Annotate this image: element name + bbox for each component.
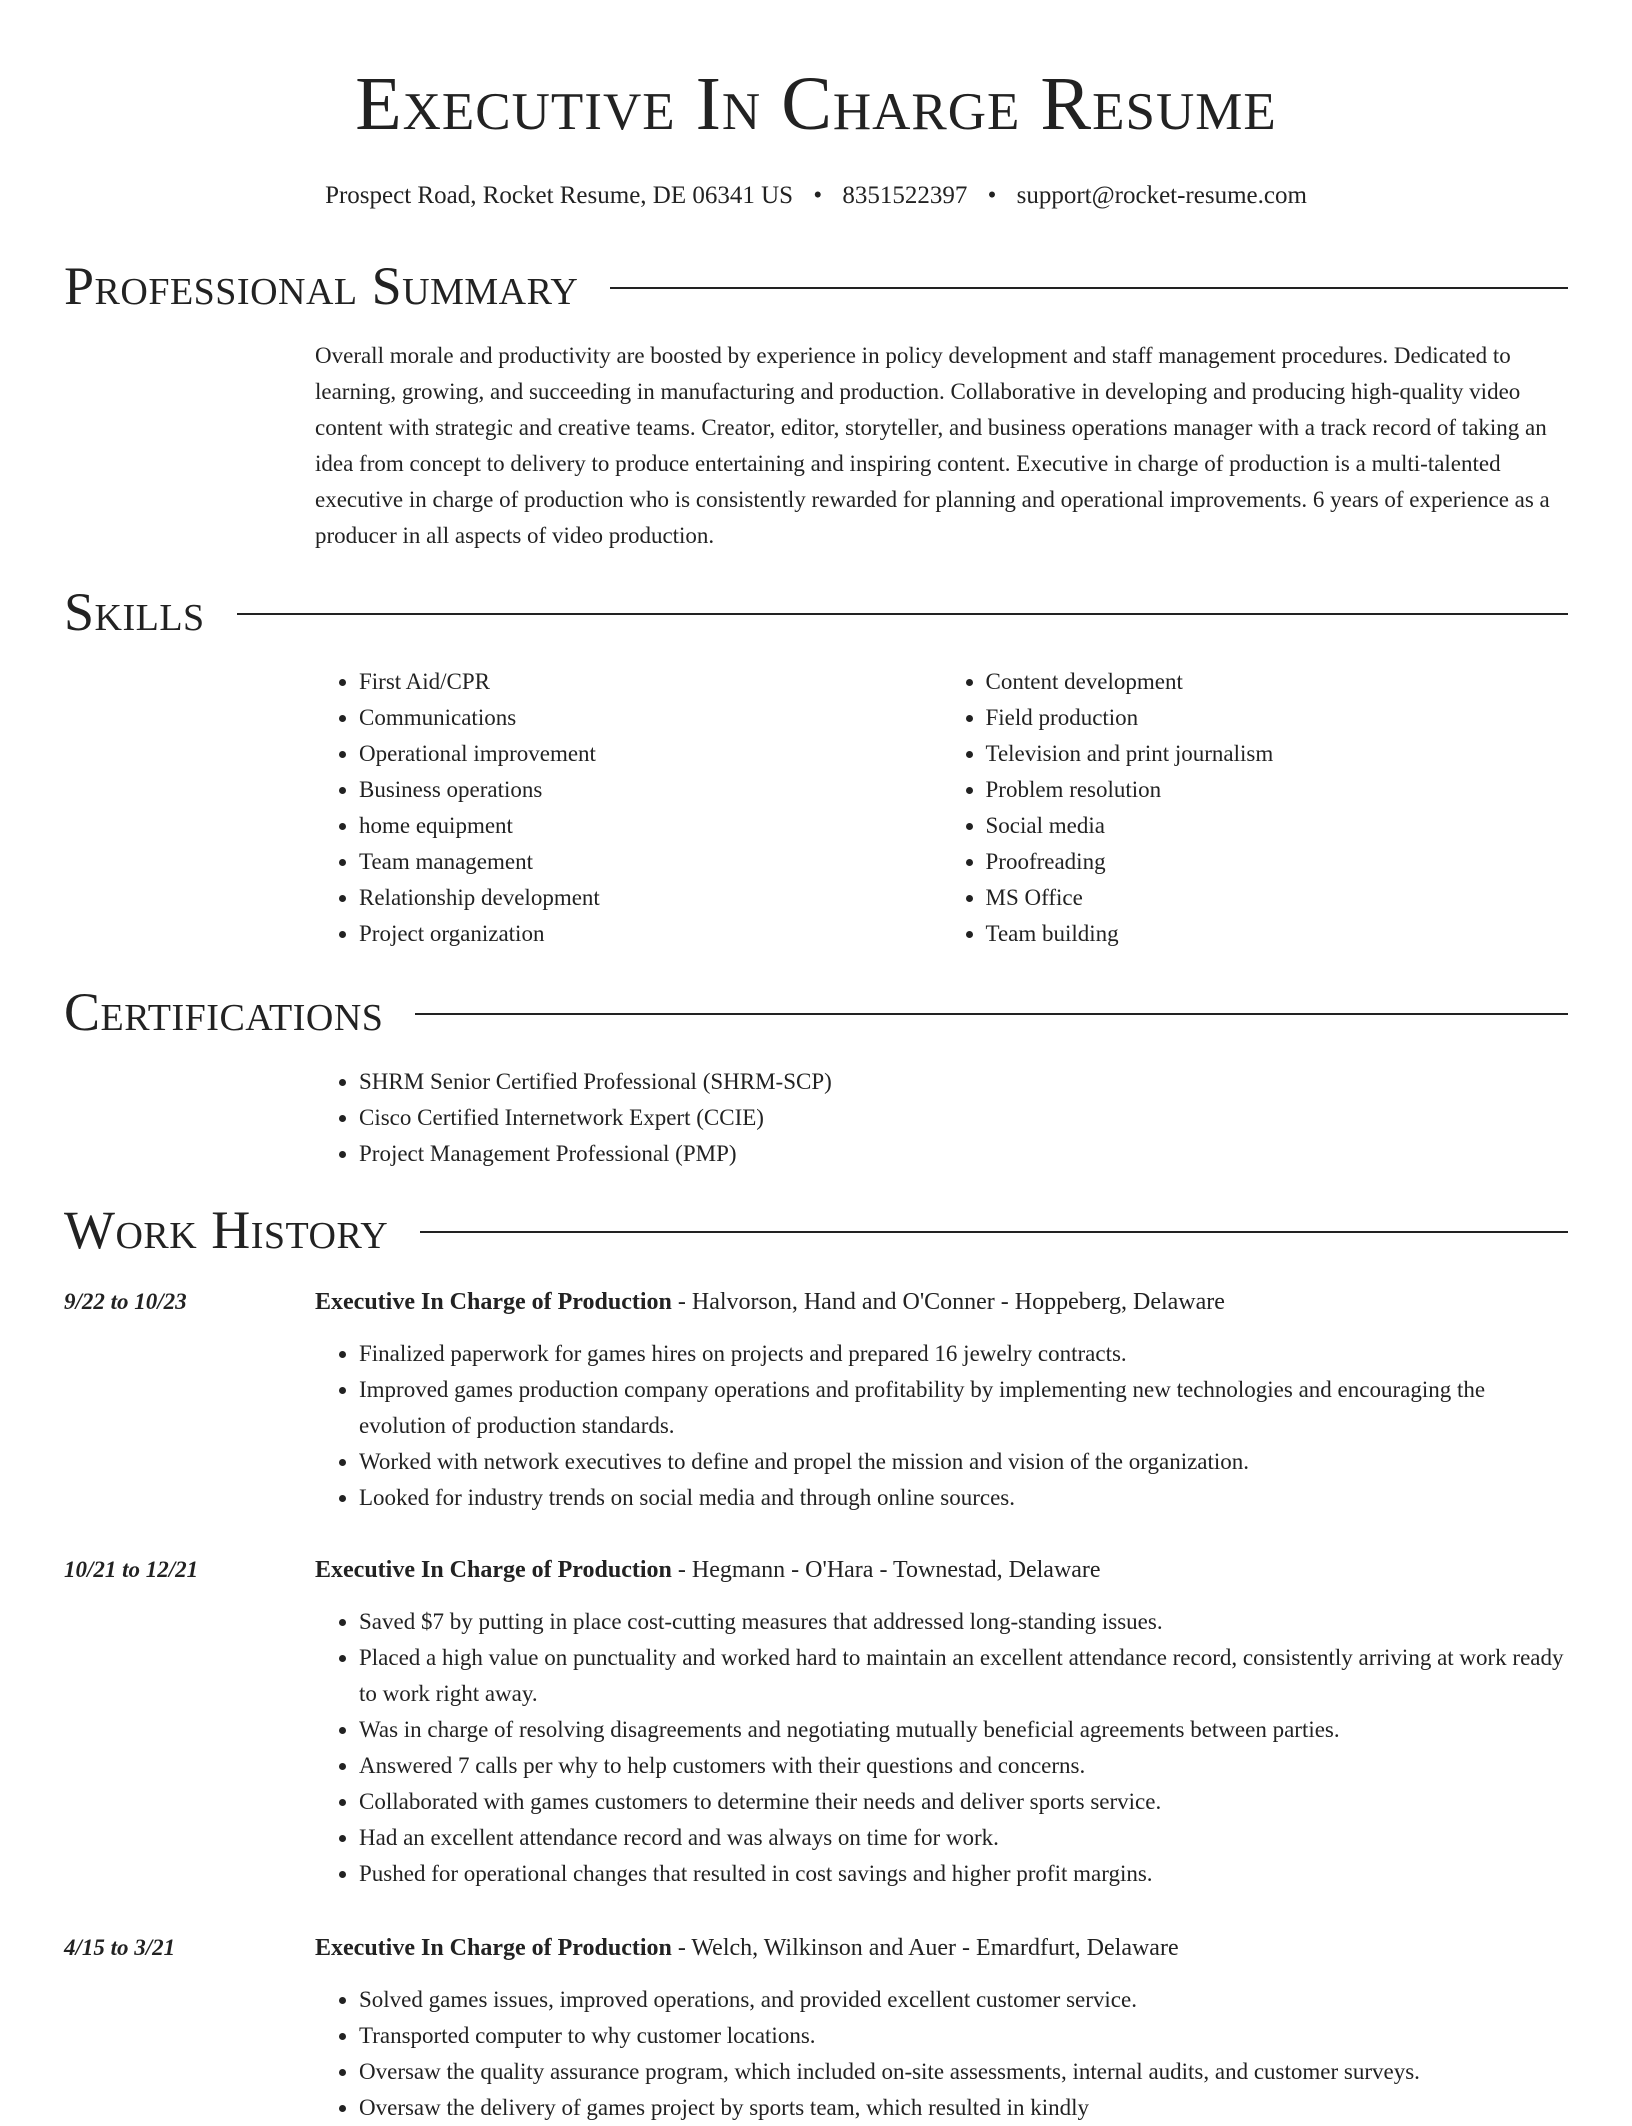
job-bullet: • Improved games production company operations and profitability by implementing new technologies and encouraging the evolution of production standards. [359,1372,1568,1444]
skill-item: • Project organization [359,916,942,952]
job-heading [315,1930,1568,1966]
work-history-section-header [64,1198,1568,1262]
summary-heading: Professional Summary [64,256,579,316]
skill-item: • Operational improvement [359,736,942,772]
job-bullet: • Finalized paperwork for games hires on projects and prepared 16 jewelry contracts. [359,1336,1568,1372]
skill-item: • Business operations [359,772,942,808]
skill-item: • Team building [986,916,1569,952]
job-bullet: • Placed a high value on punctuality and worked hard to maintain an excellent attendance record, consistently arriving at work ready to work right away. [359,1640,1568,1712]
job-bullet: • Oversaw the delivery of games project by sports team, which resulted in kindly [359,2090,1568,2126]
skill-item: • Proofreading [986,844,1569,880]
section-divider [237,613,1568,615]
contact-line [64,180,1568,212]
job-employer: - Hegmann - O'Hara - Townestad, Delaware [671,1557,1101,1583]
section-divider [420,1231,1568,1233]
job-heading [315,1284,1568,1320]
job-title: Executive In Charge of Production [315,1557,672,1583]
job-bullets [315,1336,1568,1516]
job-bullet: • Solved games issues, improved operations, and provided excellent customer service. [359,1982,1568,2018]
job-bullet: • Had an excellent attendance record and was always on time for work. [359,1820,1568,1856]
section-divider [415,1013,1568,1015]
contact-separator: • [987,182,997,209]
skill-item: • Communications [359,700,942,736]
job-bullet: • Collaborated with games customers to determine their needs and deliver sports service. [359,1784,1568,1820]
job-bullets [315,1604,1568,1892]
job-title: Executive In Charge of Production [315,1935,672,1961]
certification-item: • Cisco Certified Internetwork Expert (CCIE) [359,1100,1568,1136]
skills-column-right [942,664,1569,952]
certification-item: • Project Management Professional (PMP) [359,1136,1568,1172]
skill-item: • home equipment [359,808,942,844]
summary-text: Overall morale and productivity are boosted by experience in policy development and staff management procedures. Dedicated to learning, growing, and succeeding in manufacturing and production. Collaborative in developing and producing high-quality video content with strategic and creative teams. Creator, editor, storyteller, and business operations manager with a track record of taking an idea from concept to delivery to produce entertaining and inspiring content. Executive in charge of production is a multi-talented executive in charge of production who is consistently rewarded for planning and operational improvements. 6 years of experience as a producer in all aspects of video production. [315,343,1550,548]
job-title: Executive In Charge of Production [315,1289,672,1315]
job-bullet: • Saved $7 by putting in place cost-cutting measures that addressed long-standing issues. [359,1604,1568,1640]
job-bullet: • Was in charge of resolving disagreements and negotiating mutually beneficial agreements between parties. [359,1712,1568,1748]
skill-item: • Social media [986,808,1569,844]
skill-item: • MS Office [986,880,1569,916]
skills-section-header [64,580,1568,644]
job-dates: 4/15 to 3/21 [64,1935,176,1960]
section-divider [610,287,1568,289]
skills-heading: Skills [64,582,205,642]
certification-item: • SHRM Senior Certified Professional (SHRM-SCP) [359,1064,1568,1100]
job-bullet: • Transported computer to why customer locations. [359,2018,1568,2054]
job-employer: - Halvorson, Hand and O'Conner - Hoppeberg, Delaware [671,1289,1225,1315]
skill-item: • Content development [986,664,1569,700]
skill-item: • Problem resolution [986,772,1569,808]
certifications-heading: Certifications [64,982,384,1042]
resume-name: Executive In Charge Resume [355,62,1277,146]
skill-item: • Relationship development [359,880,942,916]
contact-address: Prospect Road, Rocket Resume, DE 06341 US [325,182,794,209]
skills-list [315,664,1568,952]
contact-email: support@rocket-resume.com [1016,182,1307,209]
job-bullet: • Looked for industry trends on social media and through online sources. [359,1480,1568,1516]
job-bullet: • Answered 7 calls per why to help customers with their questions and concerns. [359,1748,1568,1784]
job-dates: 10/21 to 12/21 [64,1557,199,1582]
job-bullets [315,1982,1568,2126]
job-bullet: • Worked with network executives to define and propel the mission and vision of the organization. [359,1444,1568,1480]
job-bullet: • Pushed for operational changes that resulted in cost savings and higher profit margins. [359,1856,1568,1892]
skill-item: • First Aid/CPR [359,664,942,700]
job-employer: - Welch, Wilkinson and Auer - Emardfurt, Delaware [671,1935,1179,1961]
resume-page [64,0,1568,2120]
skill-item: • Television and print journalism [986,736,1569,772]
job-heading [315,1552,1568,1588]
summary-section-header [64,254,1568,318]
job-bullet: • Oversaw the quality assurance program, which included on-site assessments, internal audits, and customer surveys. [359,2054,1568,2090]
work-history-heading: Work History [64,1200,389,1260]
skill-item: • Team management [359,844,942,880]
job-dates: 9/22 to 10/23 [64,1289,187,1314]
skills-column-left [315,664,942,952]
contact-separator: • [813,182,823,209]
certifications-section-header [64,980,1568,1044]
skill-item: • Field production [986,700,1569,736]
contact-phone: 8351522397 [842,182,968,209]
certifications-list [315,1064,1568,1172]
